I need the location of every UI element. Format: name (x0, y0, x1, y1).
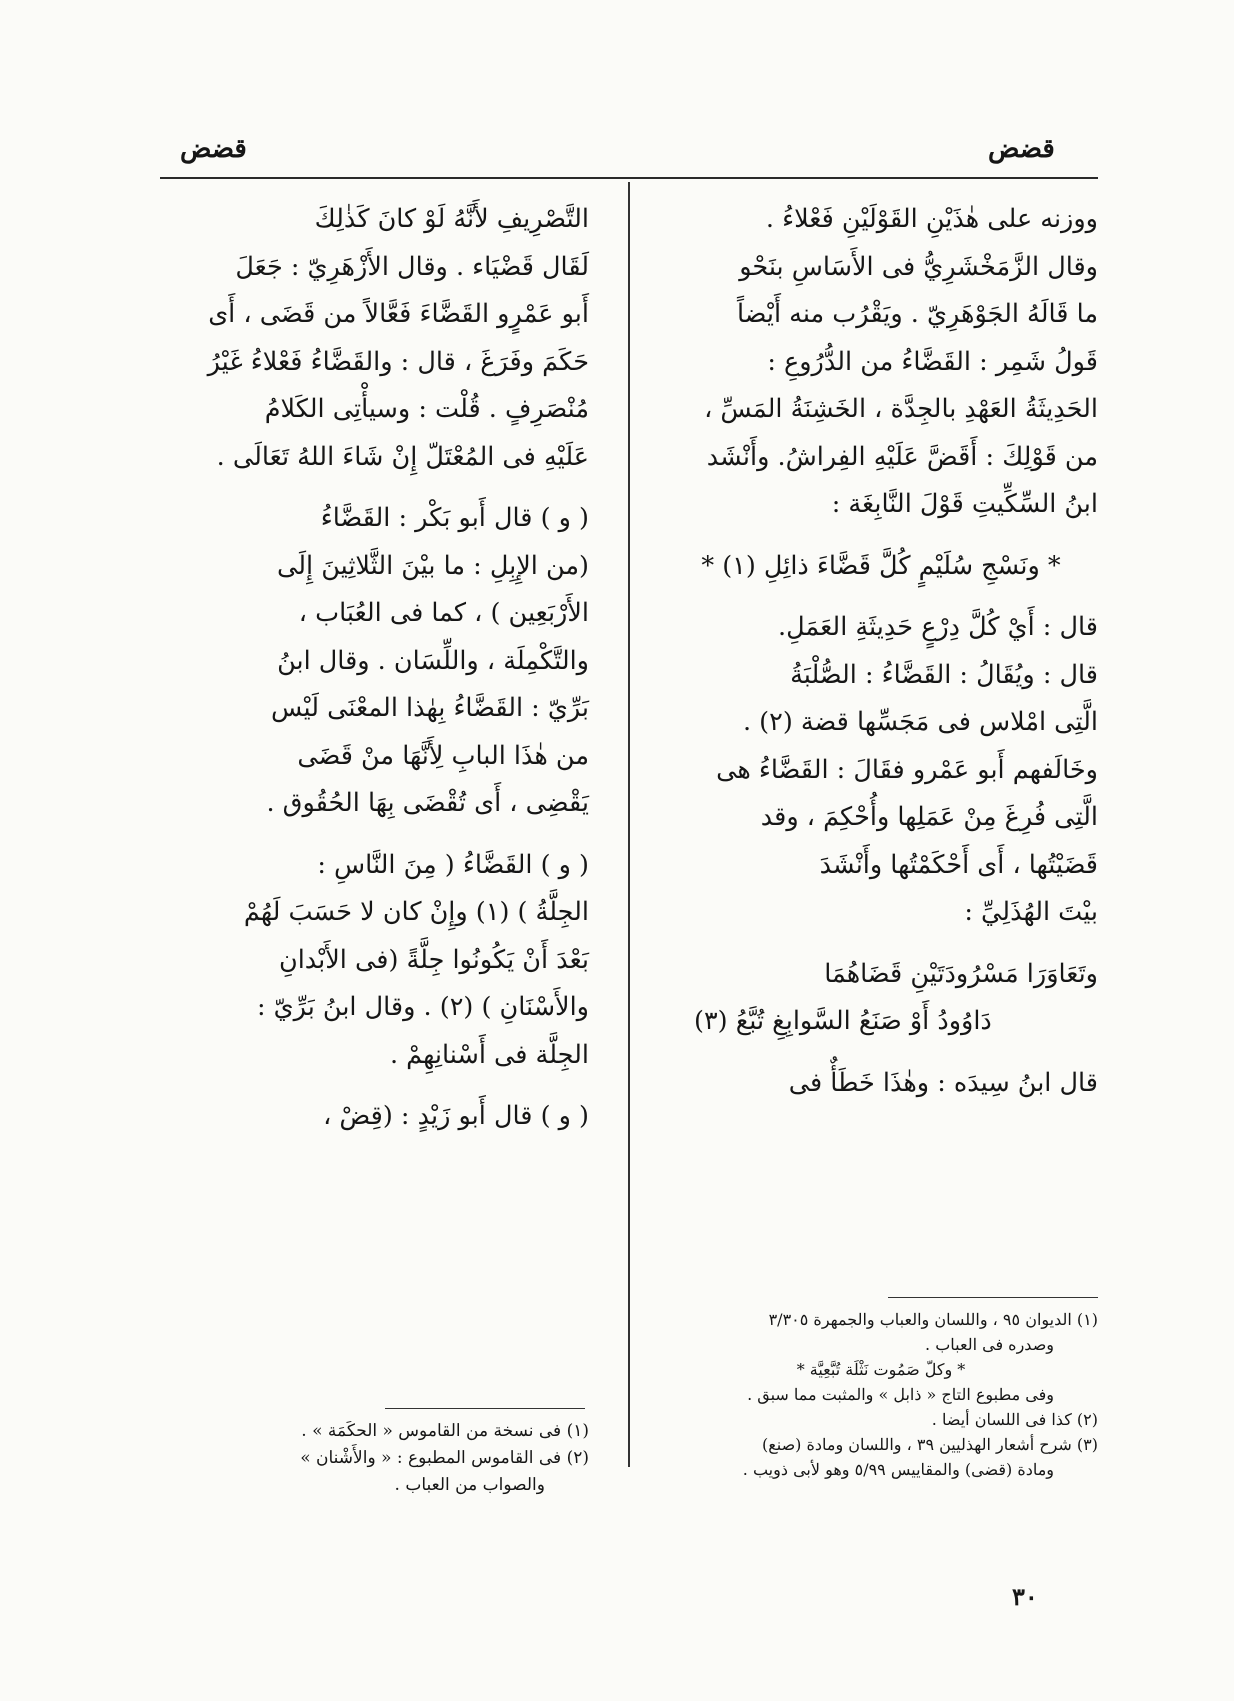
header-keyword-left: قضض (180, 134, 247, 164)
text-line: ( و ) قال أَبو زَيْدٍ : (قِضْ ، (323, 1101, 589, 1131)
footnote-1: (١) فى نسخة من القاموس « الحكَمَة » . (301, 1421, 589, 1441)
footnote-1-verse: * وكلّ صَمُوت نَثْلَة تُبَّعِيَّة * (796, 1360, 966, 1379)
right-column (664, 196, 1098, 1107)
footnote-1-note: وفى مطبوع التاج « ذابل » والمثبت مما سبق . (747, 1385, 1054, 1404)
text-line: ما قَالَهُ الجَوْهَرِيّ . ويَقْرُب منه أَيْضاً (736, 299, 1098, 329)
text-line: الجِلَّة فى أَسْنانِهِمْ . (389, 1039, 589, 1070)
text-line: وخَالَفهم أَبو عَمْرو فقَالَ : القَضَّاءُ هى (716, 754, 1098, 785)
footnotes-left (155, 1418, 589, 1499)
footnote-3-cont: ومادة (قضى) والمقاييس ٥/٩٩ وهو لأبى ذويب . (742, 1460, 1054, 1479)
text-line: حَكَمَ وفَرَغَ ، قال : والقَضَّاءُ فَعْلاءُ غَيْرُ (207, 346, 589, 377)
text-line: الأَرْبَعِين ) ، كما فى العُبَاب ، (298, 598, 589, 628)
text-line: والتَّكْمِلَة ، واللِّسَان . وقال ابنُ (277, 645, 589, 676)
text-line: قال ابنُ سِيدَه : وهٰذَا خَطَأٌ فى (788, 1067, 1098, 1098)
text-line: ( و ) قال أَبو بَكْر : القَضَّاءُ (320, 503, 589, 533)
text-line: قَضَيْتُها ، أَى أَحْكَمْتُها وأَنْشَدَ (819, 849, 1098, 880)
text-line: ووزنه على هٰذَيْنِ القَوْلَيْنِ فَعْلاءُ . (765, 204, 1098, 234)
text-line: يَقْضِى ، أَى تُقْضَى بِهَا الحُقُوق . (266, 788, 589, 818)
page-number: ٣٠ (1012, 1582, 1038, 1611)
text-line: الحَدِيثَةُ العَهْدِ بالجِدَّة ، الخَشِنَةُ المَسِّ ، (704, 394, 1098, 424)
left-column (151, 196, 589, 1141)
footnote-rule-left (385, 1408, 585, 1409)
footnote-rule-right (888, 1297, 1098, 1298)
verse-line: * ونَسْجِ سُلَيْمٍ كُلَّ قَضَّاءَ ذائِلِ (١) * (701, 550, 1061, 581)
text-line: عَلَيْهِ فى المُعْتَلّ إِنْ شَاءَ اللهُ تَعَالَى . (216, 441, 589, 472)
footnote-1-cont: وصدره فى العباب . (925, 1335, 1054, 1354)
text-line: قال : ويُقَالُ : القَضَّاءُ : الصُّلْبَةُ (790, 659, 1098, 690)
verse-hemistich-1: وتَعَاوَرَا مَسْرُودَتَيْنِ قَضَاهُمَا (824, 958, 1098, 989)
text-line: من هٰذَا البابِ لِأَنَّهَا منْ قَضَى (297, 740, 589, 771)
footnote-1: (١) الديوان ٩٥ ، واللسان والعباب والجمهرة ٣/٣٠٥ (768, 1310, 1098, 1329)
footnote-2: (٢) كذا فى اللسان أيضا . (931, 1410, 1098, 1429)
text-line: قَولُ شَمِر : القَضَّاءُ من الدُّرُوعِ : (767, 346, 1098, 377)
text-line: وقال الزَّمَخْشَرِيُّ فى الأَسَاسِ بنَحْو (739, 251, 1098, 282)
text-line: بَرِّيّ : القَضَّاءُ بِهٰذا المعْنَى لَيْس (270, 693, 589, 723)
footnote-3: (٣) شرح أشعار الهذليين ٣٩ ، واللسان ومادة (صنع) (762, 1435, 1098, 1454)
text-line: مُنْصَرِفٍ . قُلْت : وسيأْتِى الكَلامُ (264, 394, 589, 424)
text-line: من قَوْلِكَ : أَقَضَّ عَلَيْهِ الفِراشُ. وأَنْشَد (706, 441, 1098, 472)
header-rule (160, 177, 1098, 179)
footnotes-right (664, 1307, 1098, 1482)
text-line: بيْتَ الهُذَلِيِّ : (964, 897, 1098, 927)
footnote-2: (٢) فى القاموس المطبوع : « والأَشْنان » (300, 1448, 589, 1468)
text-line: لَقَال قَضْيَاء . وقال الأَزْهَرِيّ : جَعَلَ (235, 251, 589, 282)
footnote-2-cont: والصواب من العباب . (394, 1475, 545, 1495)
text-line: قال : أَيْ كُلَّ دِرْعٍ حَدِيثَةِ العَمَلِ. (777, 612, 1098, 642)
text-line: الَّتِى امْلاس فى مَجَسِّها قضة (٢) . (742, 707, 1098, 737)
verse-hemistich-2: دَاوُودُ أَوْ صَنَعُ السَّوابِغِ تُبَّعُ (٣) (694, 1006, 992, 1036)
text-line: ابنُ السِّكِّيتِ قَوْلَ النَّابِغَة : (831, 489, 1098, 519)
text-line: أَبو عَمْرٍو القَضَّاءَ فَعَّالاً من قَضَى ، أَى (208, 299, 589, 329)
text-line: (من الإِبِلِ : ما بيْنَ الثَّلاثِينَ إِلَى (277, 550, 589, 581)
text-line: الَّتِى فُرِغَ مِنْ عَمَلِها وأُحْكِمَ ، وقد (760, 802, 1098, 832)
text-line: بَعْدَ أَنْ يَكُونُوا جِلَّةً (فى الأَبْدانِ (278, 944, 589, 975)
column-divider (628, 182, 630, 1467)
header-keyword-right: قضض (988, 134, 1055, 164)
text-line: الجِلَّةُ ) (١) وإِنْ كان لا حَسَبَ لَهُمْ (243, 897, 589, 927)
text-line: ( و ) القَضَّاءُ ( مِنَ النَّاسِ : (317, 849, 589, 880)
text-line: التَّصْرِيفِ لأَنَّهُ لَوْ كانَ كَذٰلِكَ (314, 204, 589, 234)
text-line: والأَسْنَانِ ) (٢) . وقال ابنُ بَرِّيّ : (256, 992, 589, 1022)
